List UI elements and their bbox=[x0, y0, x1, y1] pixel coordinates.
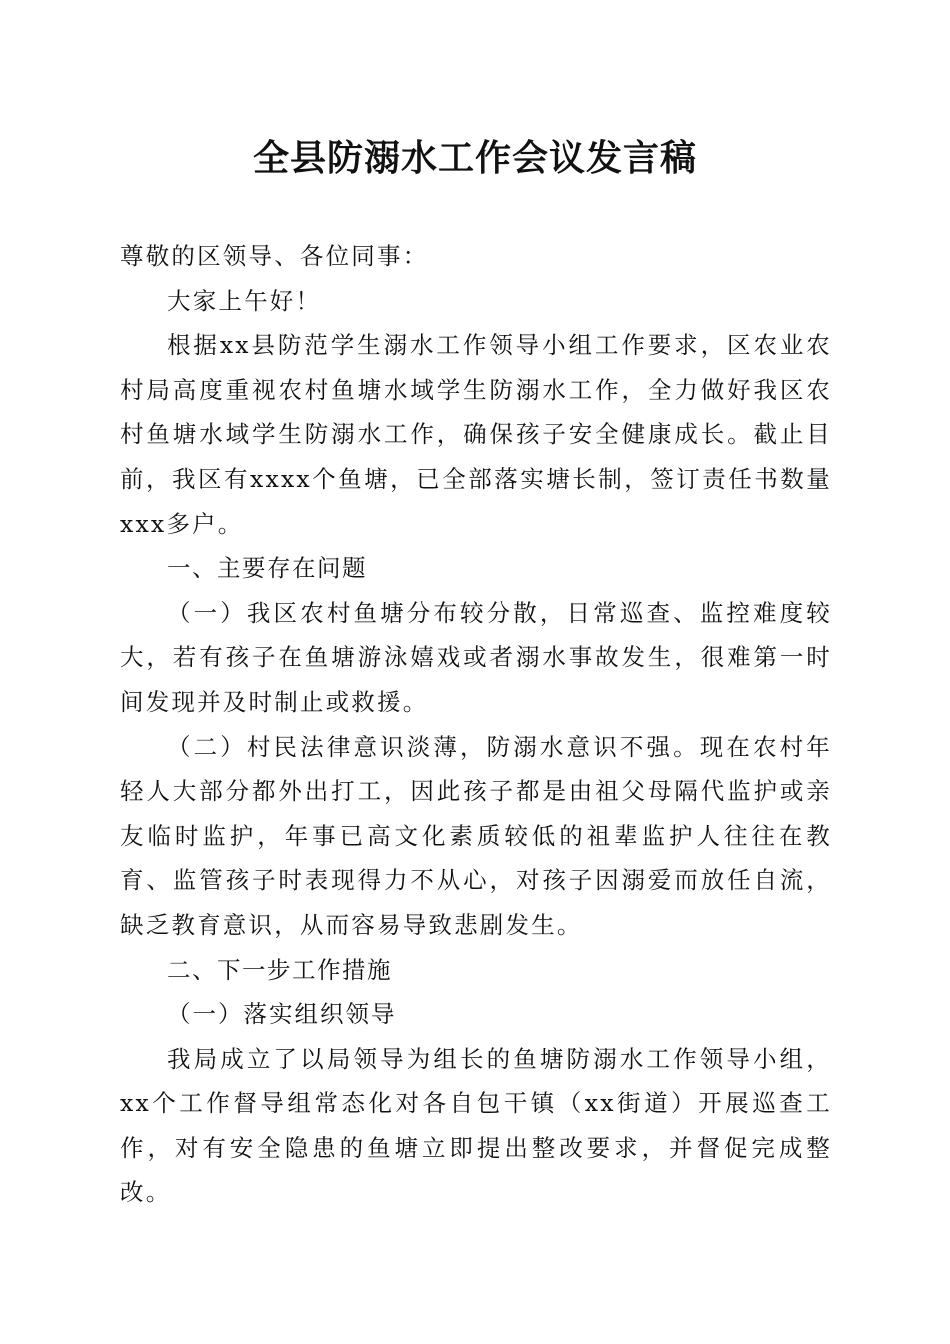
organization-paragraph: 我局成立了以局领导为组长的鱼塘防溺水工作领导小组，xx个工作督导组常态化对各自包干镇（xx街道）开展巡查工作，对有安全隐患的鱼塘立即提出整改要求，并督促完成整改。 bbox=[120, 1044, 832, 1207]
section-heading-problems: 一、主要存在问题 bbox=[167, 554, 367, 583]
salutation: 尊敬的区领导、各位同事： bbox=[120, 242, 429, 270]
section-heading-measures: 二、下一步工作措施 bbox=[167, 955, 392, 984]
document-body bbox=[120, 234, 832, 1215]
subheading-organization: （一）落实组织领导 bbox=[167, 1000, 397, 1029]
greeting: 大家上午好！ bbox=[167, 286, 322, 315]
problem-item-2: （二）村民法律意识淡薄，防溺水意识不强。现在农村年轻人大部分都外出打工，因此孩子都是由祖父母隔代监护或亲友临时监护，年事已高文化素质较低的祖辈监护人往往在教育、监管孩子时表现得力不从心，对孩子因溺爱而放任自流，缺乏教育意识，从而容易导致悲剧发生。 bbox=[120, 732, 832, 939]
intro-paragraph: 根据xx县防范学生溺水工作领导小组工作要求，区农业农村局高度重视农村鱼塘水域学生防溺水工作，全力做好我区农村鱼塘水域学生防溺水工作，确保孩子安全健康成长。截止目前，我区有xxxx个鱼塘，已全部落实塘长制，签订责任书数量xxx多户。 bbox=[120, 331, 832, 538]
problem-item-1: （一）我区农村鱼塘分布较分散，日常巡查、监控难度较大，若有孩子在鱼塘游泳嬉戏或者溺水事故发生，很难第一时间发现并及时制止或救援。 bbox=[120, 598, 832, 716]
document-title: 全县防溺水工作会议发言稿 bbox=[252, 137, 697, 179]
